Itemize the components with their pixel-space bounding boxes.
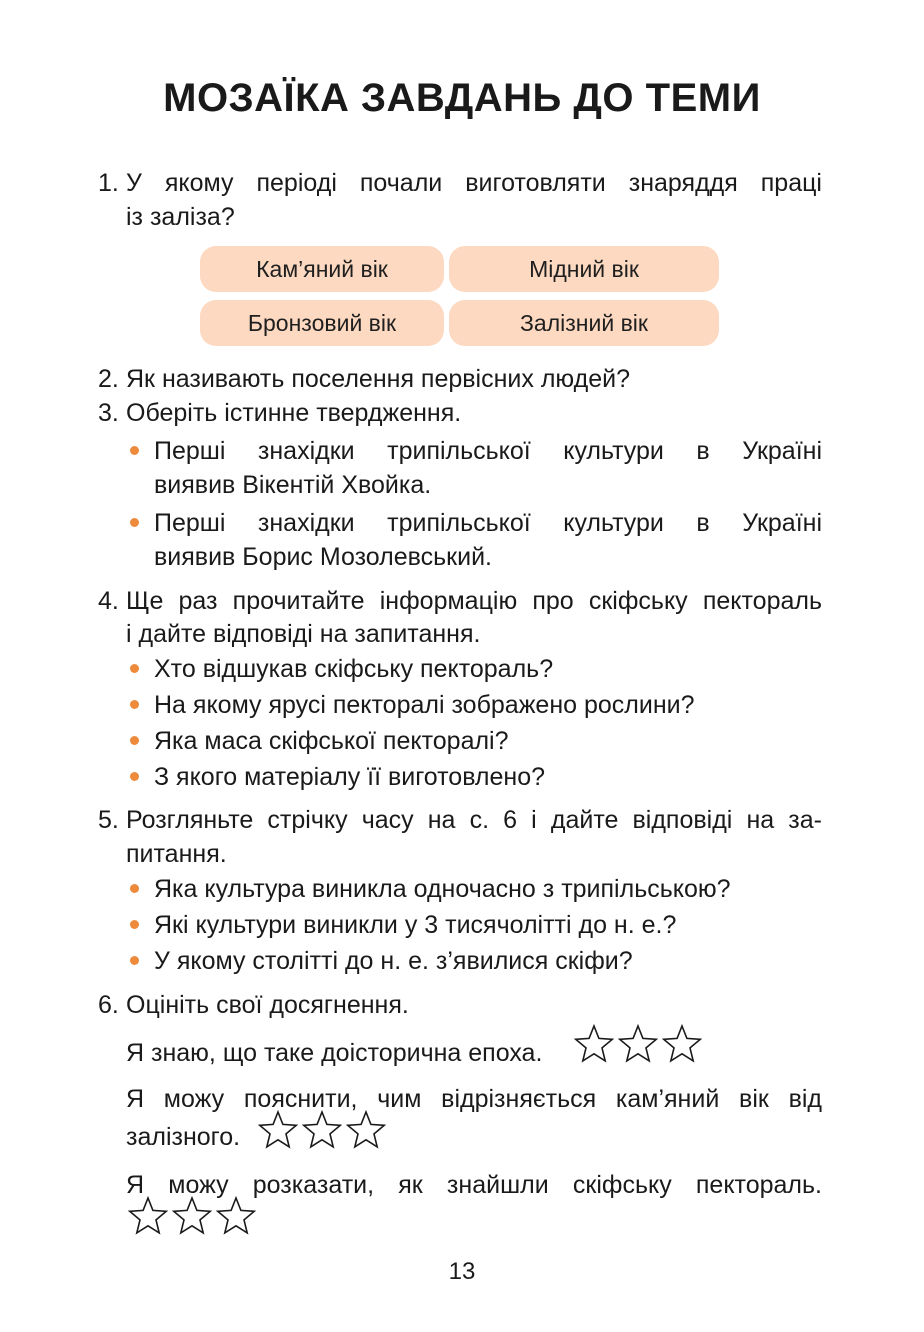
star-outline-icon[interactable]	[258, 1110, 298, 1150]
star-outline-icon[interactable]	[574, 1024, 614, 1064]
bullet-dot	[130, 772, 139, 781]
q3-item-1-line2: виявив Вікентій Хвойка.	[154, 471, 432, 499]
bullet-dot	[130, 736, 139, 745]
self-assessment-1: Я знаю, що таке доісторична епоха.	[126, 1039, 543, 1067]
rating-stars-1[interactable]	[574, 1024, 706, 1069]
q3-number: 3.	[98, 399, 119, 427]
star-outline-icon[interactable]	[662, 1024, 702, 1064]
bullet-dot	[130, 920, 139, 929]
q6-text: Оцініть свої досягнення.	[126, 991, 409, 1019]
answer-option-bronze-age[interactable]: Бронзовий вік	[200, 300, 444, 346]
q4-text-line2: і дайте відповіді на запитання.	[126, 620, 481, 648]
bullet-dot	[130, 956, 139, 965]
bullet-dot	[130, 664, 139, 673]
q5-item-3: У якому столітті до н. е. з’явилися скіфи?	[154, 947, 633, 975]
q4-item-1: Хто відшукав скіфську пектораль?	[154, 655, 554, 683]
q5-item-2: Які культури виникли у 3 тисячолітті до н. е.?	[154, 911, 677, 939]
page-title: МОЗАЇКА ЗАВДАНЬ ДО ТЕМИ	[163, 76, 761, 120]
q1-number: 1.	[98, 169, 119, 197]
q6-number: 6.	[98, 991, 119, 1019]
q2-text: Як називають поселення первісних людей?	[126, 365, 630, 393]
q5-item-1: Яка культура виникла одночасно з трипільською?	[154, 875, 731, 903]
star-outline-icon[interactable]	[346, 1110, 386, 1150]
q3-item-1-line1: Перші знахідки трипільської культури в Україні	[154, 437, 822, 465]
star-outline-icon[interactable]	[216, 1196, 256, 1236]
answer-option-copper-age[interactable]: Мідний вік	[449, 246, 719, 292]
bullet-dot	[130, 700, 139, 709]
q4-item-3: Яка маса скіфської пекторалі?	[154, 727, 509, 755]
q4-item-4: З якого матеріалу її виготовлено?	[154, 763, 546, 791]
q4-number: 4.	[98, 587, 119, 615]
bullet-dot	[130, 884, 139, 893]
self-assessment-2-line1: Я можу пояснити, чим відрізняється кам’яний вік від	[126, 1085, 822, 1113]
bullet-dot	[130, 446, 139, 455]
self-assessment-3: Я можу розказати, як знайшли скіфську пектораль.	[126, 1171, 822, 1199]
rating-stars-3[interactable]	[128, 1196, 260, 1241]
q4-text-line1: Ще раз прочитайте інформацію про скіфську пектораль	[126, 587, 822, 615]
q1-text-line1: У якому періоді почали виготовляти знаряддя праці	[126, 169, 822, 197]
q3-item-2-line2: виявив Борис Мозолевський.	[154, 543, 492, 571]
answer-option-iron-age[interactable]: Залізний вік	[449, 300, 719, 346]
self-assessment-2-line2: залізного.	[126, 1123, 241, 1151]
bullet-dot	[130, 518, 139, 527]
q2-number: 2.	[98, 365, 119, 393]
q1-text-line2: із заліза?	[126, 203, 235, 231]
star-outline-icon[interactable]	[172, 1196, 212, 1236]
q5-text-line2: питання.	[126, 840, 227, 868]
q3-text: Оберіть істинне твердження.	[126, 399, 462, 427]
q5-text-line1: Розгляньте стрічку часу на с. 6 і дайте відповіді на за-	[126, 806, 822, 834]
q5-number: 5.	[98, 806, 119, 834]
rating-stars-2[interactable]	[258, 1110, 390, 1155]
q4-item-2: На якому ярусі пекторалі зображено рослини?	[154, 691, 695, 719]
star-outline-icon[interactable]	[302, 1110, 342, 1150]
answer-option-stone-age[interactable]: Кам’яний вік	[200, 246, 444, 292]
page-number: 13	[448, 1258, 476, 1285]
star-outline-icon[interactable]	[618, 1024, 658, 1064]
star-outline-icon[interactable]	[128, 1196, 168, 1236]
q3-item-2-line1: Перші знахідки трипільської культури в Україні	[154, 509, 822, 537]
